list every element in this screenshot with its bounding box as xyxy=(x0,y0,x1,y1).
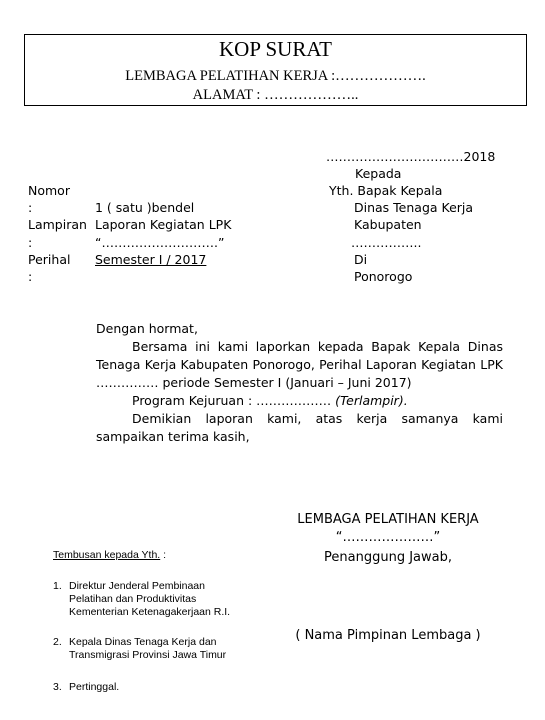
field-label-colon-2: : xyxy=(28,235,33,250)
tembusan-item-2: Kepala Dinas Tenaga Kerja dan Transmigrasi Provinsi Jawa Timur xyxy=(69,636,227,661)
field-label-perihal: Perihal xyxy=(28,252,71,267)
tembusan-item-3-num: 3. xyxy=(53,681,62,693)
tembusan-item-2-num: 2. xyxy=(53,636,62,648)
letterhead-title: KOP SURAT xyxy=(219,37,332,61)
letterhead-address: ALAMAT : ……………….. xyxy=(192,87,359,103)
body-paragraph-2: Demikian laporan kami, atas kerja samanya kami sampaikan terima kasih, xyxy=(96,411,503,444)
recipient-line-2: Yth. Bapak Kepala xyxy=(329,183,443,198)
letterhead-box xyxy=(24,34,527,106)
signature-org: LEMBAGA PELATIHAN KERJA xyxy=(297,512,479,527)
program-note: (Terlampir). xyxy=(335,393,408,408)
recipient-line-4: Kabupaten xyxy=(354,217,422,232)
field-value-perihal: Semester I / 2017 xyxy=(95,252,207,267)
signature-role: Penanggung Jawab, xyxy=(324,550,452,565)
program-line: Program Kejuruan : ……………… (Terlampir). xyxy=(132,393,408,408)
field-label-lampiran: Lampiran xyxy=(28,217,87,232)
signature-name-blank: “…………………” xyxy=(335,530,441,545)
letter-body xyxy=(96,320,503,446)
field-label-nomor: Nomor xyxy=(28,183,70,198)
recipient-line-1: Kepada xyxy=(355,166,402,181)
field-value-lampiran-blank: “……………………….” xyxy=(95,235,225,250)
recipient-line-7: Ponorogo xyxy=(354,269,413,284)
field-value-nomor: 1 ( satu )bendel xyxy=(95,200,195,215)
tembusan-title: Tembusan kepada Yth. : xyxy=(53,549,167,561)
recipient-line-5: …………….. xyxy=(351,235,422,250)
recipient-line-6: Di xyxy=(354,252,368,267)
field-value-lampiran: Laporan Kegiatan LPK xyxy=(95,217,232,232)
letter-date: ……………………………2018 xyxy=(326,149,496,164)
body-paragraph-1: Bersama ini kami laporkan kepada Bapak Kepala Dinas Tenaga Kerja Kabupaten Ponorogo, Perihal Laporan Kegiatan LPK …………… periode Semester I (Januari – Juni 2017) xyxy=(96,339,503,390)
greeting: Dengan hormat, xyxy=(96,321,198,336)
signature-leader: ( Nama Pimpinan Lembaga ) xyxy=(295,628,481,643)
tembusan-item-3: Pertinggal. xyxy=(69,681,120,693)
tembusan-item-1: Direktur Jenderal Pembinaan Pelatihan dan Produktivitas Kementerian Ketenagakerjaan R.I. xyxy=(69,580,231,618)
tembusan-item-1-num: 1. xyxy=(53,580,62,592)
recipient-line-3: Dinas Tenaga Kerja xyxy=(354,200,474,215)
field-label-colon-1: : xyxy=(28,200,33,215)
field-label-colon-3: : xyxy=(28,269,33,284)
letterhead-institution: LEMBAGA PELATIHAN KERJA :………………. xyxy=(125,68,426,84)
